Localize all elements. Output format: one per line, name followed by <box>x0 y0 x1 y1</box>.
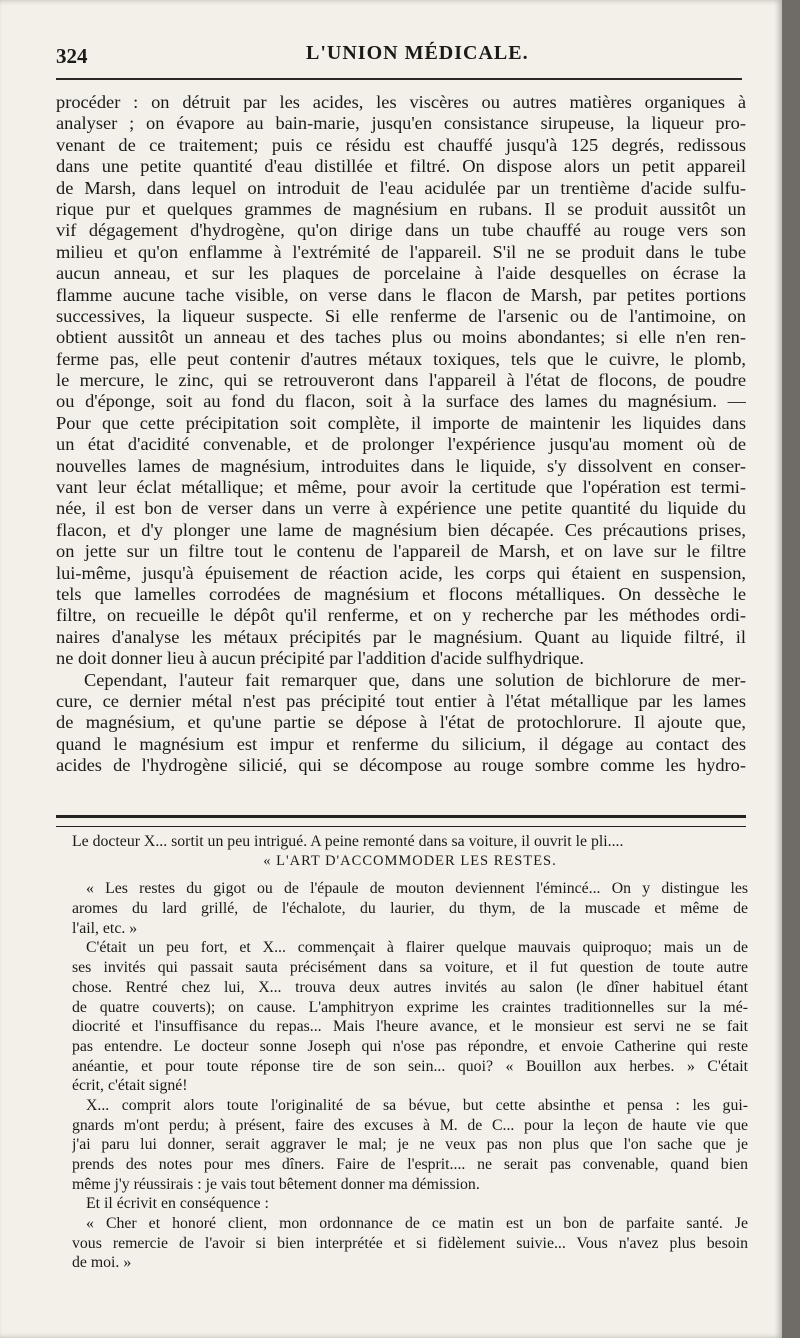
running-title: L'UNION MÉDICALE. <box>306 42 529 64</box>
article-line: tels que lamelles corrodées de magnésium et flocons métalliques. On dessèche le <box>56 583 746 604</box>
article-line: obtient aussitôt un anneau et des taches plus ou moins abondantes; si elle n'en ren- <box>56 327 746 348</box>
article-line: naires d'analyse les métaux précipités par le magnésium. Quant au liquide filtré, il <box>56 626 746 647</box>
feuilleton-line: « Cher et honoré client, mon ordonnance de ce matin est un bon de parfaite santé. Je <box>86 1215 748 1233</box>
article-line: rique pur et quelques grammes de magnésium en rubans. Il se produit aussitôt un <box>56 198 746 219</box>
article-line: Cependant, l'auteur fait remarquer que, dans une solution de bichlorure de mer- <box>84 669 746 690</box>
feuilleton-line: gnards m'ont perdu; à présent, faire des excuses à M. de C... pour la leçon de haute vie que <box>72 1116 748 1134</box>
article-line: milieu et qu'on enflamme à l'extrémité de l'appareil. S'il ne se produit dans le tube <box>56 241 746 262</box>
feuilleton-line: X... comprit alors toute l'originalité de sa bévue, but cette absinthe et pensa : les gui- <box>86 1096 748 1114</box>
feuilleton-section <box>72 832 748 1273</box>
header-rule <box>56 78 742 80</box>
article-line: cure, ce dernier métal n'est pas précipité tout entier à l'état métallique par les lames <box>56 690 746 711</box>
article-line: filtre, on recueille le dépôt qu'il renferme, et on y recherche par les méthodes ordi- <box>56 605 746 626</box>
feuilleton-line: même j'y réussirais : je vais tout bêtement donner ma démission. <box>72 1175 480 1193</box>
feuilleton-line: anéantie, et pour toute réponse tire de son sein... quoi? « Bouillon aux herbes. » C'était <box>72 1057 748 1075</box>
article-line: successives, la liqueur suspecte. Si elle renferme de l'arsenic ou de l'antimoine, on <box>56 305 746 326</box>
feuilleton-line: diocrité et l'insuffisance du repas... Mais l'heure avance, et le monsieur est servi ne se fait <box>72 1018 748 1036</box>
feuilleton-line: j'ai paru lui donner, serait aggraver le mal; je ne veux pas non plus que l'on sache que je <box>72 1136 748 1154</box>
article-line: aucun anneau, et sur les plaques de porcelaine à l'aide desquelles on écrase la <box>56 263 746 284</box>
article-line: un état d'acidité convenable, et de prolonger l'expérience jusqu'au moment où de <box>56 434 746 455</box>
article-line: née, il est bon de verser dans un verre à expérience une petite quantité du liquide du <box>56 498 746 519</box>
article-line: ferme pas, elle peut contenir d'autres métaux toxiques, tels que le cuivre, le plomb, <box>56 348 746 369</box>
article-line: ne doit donner lieu à aucun précipité par l'addition d'acide sulfhydrique. <box>56 648 585 669</box>
feuilleton-intro: Le docteur X... sortit un peu intrigué. A peine remonté dans sa voiture, il ouvrit le pli.... <box>72 833 624 850</box>
feuilleton-line: aromes du lard grillé, de l'échalote, du laurier, du thym, de la muscade et même de <box>72 900 748 918</box>
article-line: nouvelles lames de magnésium, introduites dans le liquide, s'y dissolvent en conser- <box>56 455 746 476</box>
feuilleton-line: l'ail, etc. » <box>72 919 138 937</box>
article-line: Pour que cette précipitation soit complète, il importe de maintenir les liquides dans <box>56 412 746 433</box>
article-line: vif dégagement d'hydrogène, qu'on dirige dans un tube chauffé au rouge vers son <box>56 220 746 241</box>
page-header <box>56 42 742 74</box>
article-line: procéder : on détruit par les acides, les viscères ou autres matières organiques à <box>56 92 746 112</box>
feuilleton-section-title: « L'ART D'ACCOMMODER LES RESTES. <box>263 852 557 869</box>
feuilleton-line: chose. Rentré chez lui, X... trouva deux autres invités au salon (le dîner habituel étant <box>72 978 748 996</box>
article-line: le mercure, le zinc, qui se retrouveront dans l'appareil à l'état de flocons, de poudre <box>56 370 746 391</box>
feuilleton-line: ses invités qui passait sauta précisément dans sa voiture, et il fut question de toute autre <box>72 959 748 977</box>
article-line: vant leur éclat métallique; et même, pour avoir la certitude que l'opération est termi- <box>56 477 746 498</box>
feuilleton-line: de moi. » <box>72 1254 132 1272</box>
article-body <box>56 92 746 777</box>
article-line: venant de ce traitement; puis ce résidu est chauffé jusqu'à 125 degrés, redissous <box>56 134 746 155</box>
article-line: acides de l'hydrogène silicié, qui se décompose au rouge sombre comme les hydro- <box>56 755 746 776</box>
feuilleton-line: « Les restes du gigot ou de l'épaule de mouton deviennent l'émincé... On y distingue les <box>86 880 748 898</box>
article-line: flamme aucune tache visible, on verse dans le flacon de Marsh, par petites portions <box>56 284 746 305</box>
feuilleton-line: prends des notes pour mes dîners. Faire de l'esprit.... ne serait pas convenable, quand bien <box>72 1156 748 1173</box>
page-number: 324 <box>56 44 88 68</box>
article-line: ou d'éponge, soit au fond du flacon, soit à la surface des lames du magnésium. — <box>56 391 746 412</box>
page-edge <box>782 0 800 1338</box>
article-line: quand le magnésium est impur et renferme du silicium, il dégage au contact des <box>56 733 746 754</box>
feuilleton-line: écrit, c'était signé! <box>72 1077 188 1095</box>
feuilleton-line: pas entendre. Le docteur sonne Joseph qui n'ose pas répondre, et envoie Catherine qui reste <box>72 1037 748 1055</box>
feuilleton-line: C'était un peu fort, et X... commençait à flairer quelque mauvais quiproquo; mais un de <box>86 939 748 957</box>
article-line: lui-même, jusqu'à épuisement de réaction acide, les corps qui étaient en suspension, <box>56 562 746 583</box>
article-line: de Marsh, dans lequel on introduit de l'eau acidulée par un trentième d'acide sulfu- <box>56 177 746 198</box>
article-line: analyser ; on évapore au bain-marie, jusqu'en consistance sirupeuse, la liqueur pro- <box>56 113 746 134</box>
feuilleton-divider <box>56 815 746 827</box>
feuilleton-line: vous remercie de l'avoir si bien interprétée et si fidèlement suivie... Vous n'avez plus besoin <box>72 1234 748 1252</box>
feuilleton-line: Et il écrivit en conséquence : <box>86 1195 269 1213</box>
article-line: flacon, et d'y plonger une lame de magnésium bien décapée. Ces précautions prises, <box>56 519 746 540</box>
feuilleton-line: de quatre couverts); on cause. L'amphitryon exprime les craintes traditionnelles sur la mé- <box>72 998 748 1016</box>
article-line: de magnésium, et qu'une partie se dépose à l'état de protochlorure. Il ajoute que, <box>56 712 746 733</box>
article-line: on jette sur un filtre tout le contenu de l'appareil de Marsh, et on lave sur le filtre <box>56 541 746 562</box>
article-line: dans une petite quantité d'eau distillée et filtré. On dispose alors un petit appareil <box>56 156 746 177</box>
